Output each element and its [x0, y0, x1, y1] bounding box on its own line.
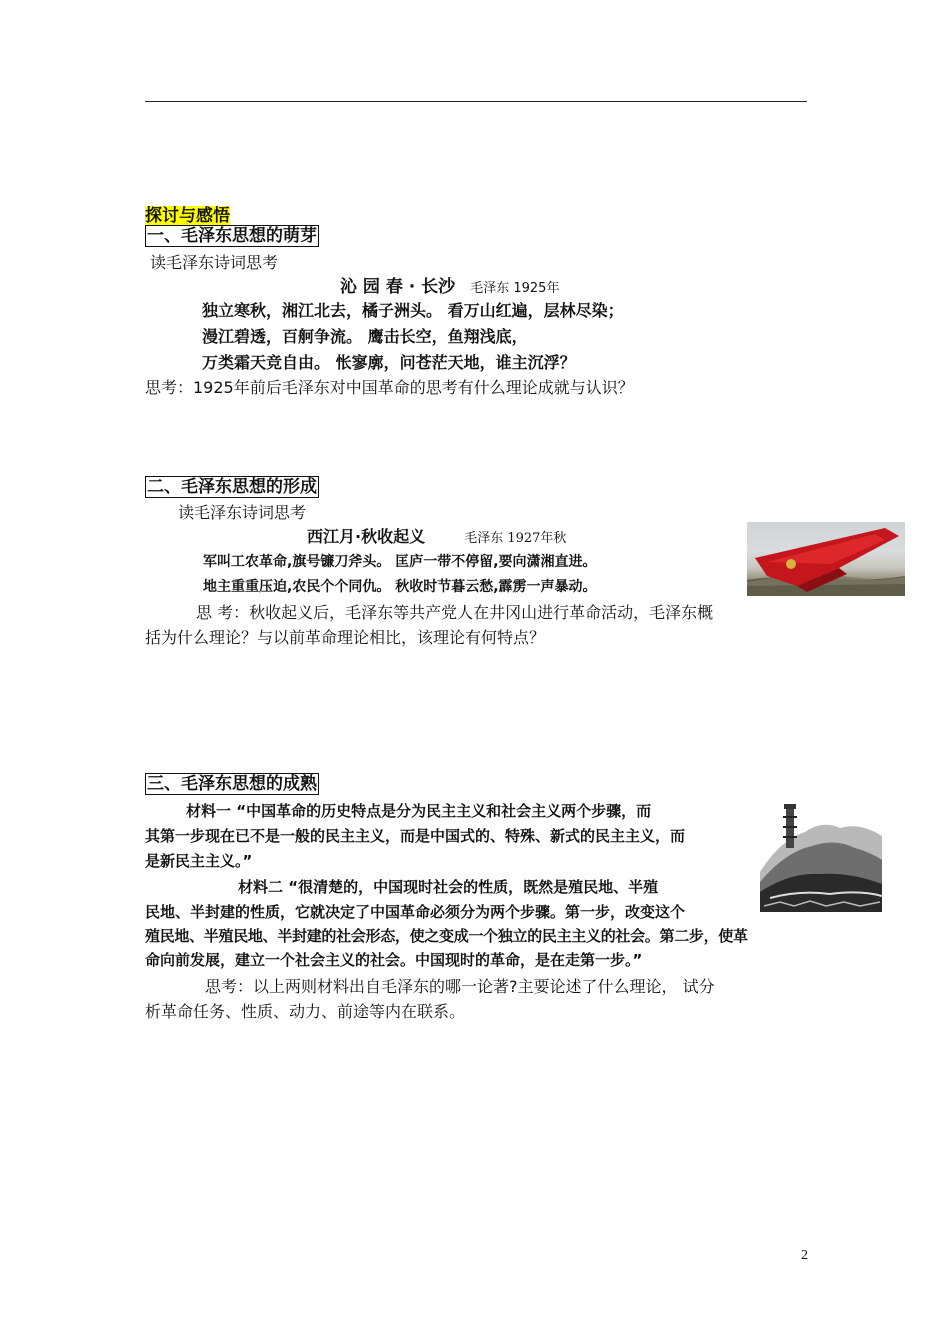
section-2-intro: 读毛泽东诗词思考 — [178, 503, 307, 522]
section-2-title: 二、毛泽东思想的形成 — [147, 477, 317, 497]
poem-2-heading — [307, 524, 566, 547]
poem-2-line: 军叫工农革命,旗号镰刀斧头。 匡庐一带不停留,要向潇湘直进。 — [203, 554, 597, 570]
poem-2-meta: 毛泽东 1927年秋 — [464, 531, 567, 546]
material-1-line: 其第一步现在已不是一般的民主主义，而是中国式的、特殊、新式的民主主义，而 — [145, 827, 686, 845]
poem-1-heading — [340, 272, 559, 297]
material-2-line: 民地、半封建的性质，它就决定了中国革命必须分为两个步骤。第一步，改变这个 — [145, 903, 686, 921]
header-rule — [145, 101, 807, 102]
section-2-question: 思 考：秋收起义后，毛泽东等共产党人在井冈山进行革命活动，毛泽东概 — [196, 603, 714, 622]
section-3-question: 析革命任务、性质、动力、前途等内在联系。 — [145, 1002, 466, 1021]
section-3-title: 三、毛泽东思想的成熟 — [147, 774, 317, 794]
material-2-line: 材料二 “很清楚的，中国现时社会的性质，既然是殖民地、半殖 — [238, 878, 659, 896]
section-1-intro: 读毛泽东诗词思考 — [150, 253, 279, 272]
section-1-title: 一、毛泽东思想的萌芽 — [147, 226, 317, 246]
poem-1-line: 独立寒秋，湘江北去，橘子洲头。 看万山红遍，层林尽染； — [202, 301, 624, 320]
red-flag-sculpture-photo — [747, 522, 905, 596]
poem-2-title: 西江月·秋收起义 — [307, 527, 426, 546]
material-2-line: 命向前发展，建立一个社会主义的社会。中国现时的革命，是在走第一步。” — [145, 951, 643, 969]
section-3-question: 思考：以上两则材料出自毛泽东的哪一论著?主要论述了什么理论， 试分 — [205, 977, 715, 996]
section-2-question: 括为什么理论？与以前革命理论相比，该理论有何特点？ — [145, 628, 546, 647]
poem-2-line: 地主重重压迫,农民个个同仇。 秋收时节暮云愁,霹雳一声暴动。 — [203, 579, 597, 595]
poem-1-title: 沁 园 春 · 长沙 — [340, 277, 456, 297]
main-heading: 探讨与感悟 — [145, 206, 230, 226]
material-2-line: 殖民地、半殖民地、半封建的社会形态，使之变成一个独立的民主主义的社会。第二步，使革 — [145, 927, 748, 945]
poem-1-line: 漫江碧透，百舸争流。 鹰击长空，鱼翔浅底， — [202, 327, 528, 346]
material-1-line: 材料一 “中国革命的历史特点是分为民主主义和社会主义两个步骤，而 — [186, 802, 652, 820]
poem-1-line: 万类霜天竞自由。 怅寥廓，问苍茫天地，谁主沉浮？ — [202, 353, 576, 372]
yanan-pagoda-photo — [760, 802, 882, 912]
page-number: 2 — [801, 1248, 808, 1263]
material-1-line: 是新民主主义。” — [145, 852, 253, 870]
poem-1-meta: 毛泽东 1925年 — [470, 281, 560, 296]
section-1-question: 思考：1925年前后毛泽东对中国革命的思考有什么理论成就与认识？ — [145, 378, 634, 397]
